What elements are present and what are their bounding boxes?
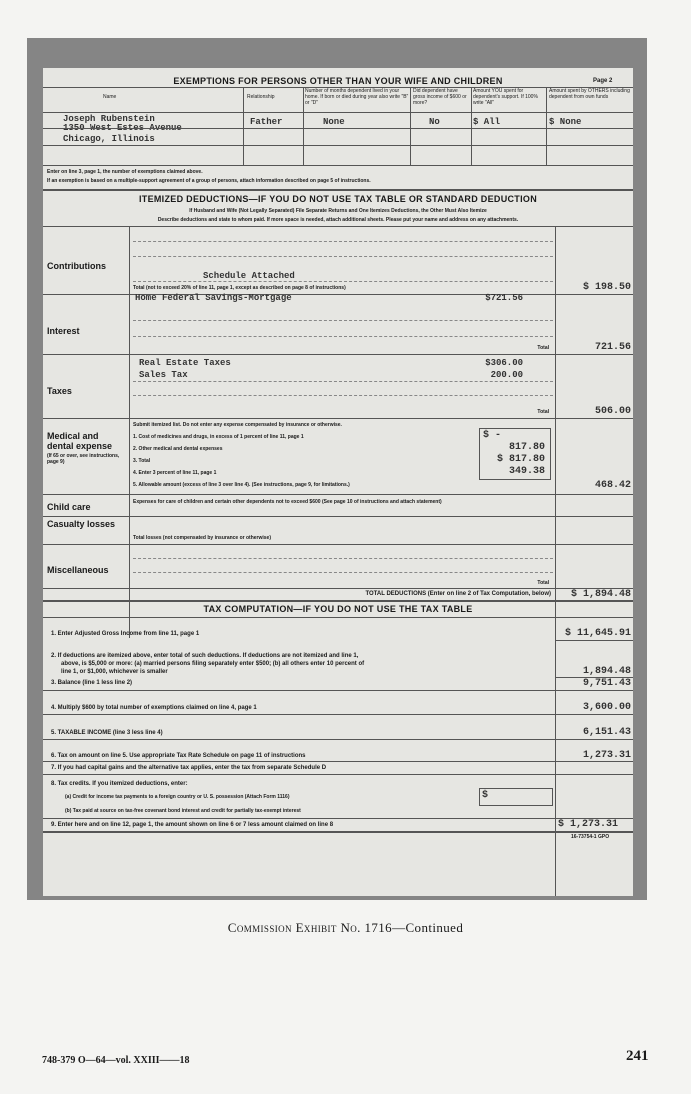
comp-line-8a: (a) Credit for income tax payments to a foreign country or U. S. possession (Attach Form 1116): [65, 794, 290, 800]
interest-amount: $721.56: [485, 293, 523, 303]
col-others: Amount spent by OTHERS including dependent from own funds: [549, 88, 630, 100]
exemptions-title: EXEMPTIONS FOR PERSONS OTHER THAN YOUR WIFE AND CHILDREN: [173, 76, 503, 86]
comp-line-8a-amount: $: [482, 790, 489, 801]
taxes-total: 506.00: [594, 406, 631, 417]
dependent-street: 1350 West Estes Avenue: [63, 123, 182, 133]
comp-line-9-amount: $ 1,273.31: [558, 819, 619, 830]
contributions-total: $ 198.50: [582, 282, 631, 293]
casualty-text: Total losses (not compensated by insurance or otherwise): [133, 535, 271, 541]
medical-line-2: 2. Other medical and dental expenses: [133, 446, 223, 452]
total-deductions-text: TOTAL DEDUCTIONS (Enter on line 2 of Tax Computation, below): [365, 591, 551, 597]
misc-total-label: Total: [537, 580, 549, 586]
interest-total: 721.56: [594, 342, 631, 353]
comp-line-5: 5. TAXABLE INCOME (line 3 less line 4): [51, 730, 163, 736]
comp-line-8a-box: [479, 788, 553, 806]
dependent-city: Chicago, Illinois: [63, 134, 155, 144]
medical-line-1: 1. Cost of medicines and drugs, in excess of 1 percent of line 11, page 1: [133, 434, 304, 440]
col-relationship: Relationship: [247, 94, 275, 100]
comp-line-8: 8. Tax credits. If you itemized deductions, enter:: [51, 781, 188, 787]
comp-line-6: 6. Tax on amount on line 5. Use appropriate Tax Rate Schedule on page 11 of instructions: [51, 753, 306, 759]
comp-line-6-amount: 1,273.31: [582, 750, 631, 761]
col-name: Name: [103, 94, 117, 100]
interest-entry: Home Federal Savings-Mortgage: [135, 293, 292, 303]
total-deductions: $ 1,894.48: [570, 589, 631, 600]
comp-line-1: 1. Enter Adjusted Gross Income from line 11, page 1: [51, 631, 200, 637]
exemptions-note-1: Enter on line 3, page 1, the number of exemptions claimed above.: [47, 169, 203, 175]
medical-total: 468.42: [594, 480, 631, 491]
col-you-spent: Amount YOU spent for dependent's support. If 100% write "All": [473, 88, 538, 106]
comp-line-3-amount: 9,751.43: [582, 678, 631, 689]
comp-line-9: 9. Enter here and on line 12, page 1, the amount shown on line 6 or 7 less amount claimed on line 8: [51, 822, 334, 828]
itemized-title: ITEMIZED DEDUCTIONS—IF YOU DO NOT USE TAX TABLE OR STANDARD DEDUCTION: [138, 194, 538, 204]
comp-line-2c: line 1, or $1,000, whichever is smaller: [61, 669, 168, 675]
medical-amount-2: 817.80: [508, 442, 545, 453]
col-months: Number of months dependent lived in your home. If born or died during year also write "B" or "D": [305, 88, 409, 106]
caption-suffix: —Continued: [392, 920, 464, 935]
medical-note: Submit itemized list. Do not enter any expense compensated by insurance or otherwise.: [133, 422, 342, 428]
scanned-form-image: [27, 38, 647, 900]
tax-form-page: [43, 68, 633, 896]
footer-print-code: 748-379 O—64—vol. XXIII——18: [42, 1055, 190, 1066]
comp-line-7: 7. If you had capital gains and the alternative tax applies, enter the tax from separate Schedule D: [51, 765, 327, 771]
taxes-entry-1: Real Estate Taxes: [139, 358, 231, 368]
itemized-sub-1: If Husband and Wife (Not Legally Separated) File Separate Returns and One Itemizes Deductions, the Other Must Also Itemize: [189, 208, 487, 214]
caption-number: 1716: [364, 920, 393, 935]
dependent-months: None: [323, 117, 345, 127]
print-code: 16-73754-1 GPO: [571, 834, 610, 840]
medical-amount-4: 349.38: [508, 466, 545, 477]
comp-line-4-amount: 3,600.00: [582, 702, 631, 713]
casualty-label: Casualty losses: [47, 519, 116, 529]
taxes-label: Taxes: [47, 386, 72, 396]
comp-line-2a: 2. If deductions are itemized above, enter total of such deductions. If deductions are not itemized and line 1,: [51, 653, 359, 659]
comp-line-2b: above, is $5,000 or more: (a) married persons filing separately enter $500; (b) all others enter 10 percent of: [61, 661, 365, 667]
child-care-label: Child care: [47, 502, 91, 512]
child-care-text: Expenses for care of children and certain other dependents not to exceed $600 (See page 10 of instructions and attach statement): [133, 499, 442, 505]
page-label: Page 2: [593, 78, 613, 84]
comp-line-3: 3. Balance (line 1 less line 2): [51, 680, 133, 686]
taxes-amount-1: $306.00: [485, 358, 523, 368]
medical-line-5: 5. Allowable amount (excess of line 3 over line 4). (See instructions, page 9, for limitations.): [133, 482, 350, 488]
caption-prefix: Commission Exhibit No.: [227, 920, 361, 935]
comp-line-4: 4. Multiply $600 by total number of exemptions claimed on line 4, page 1: [51, 705, 257, 711]
itemized-sub-2: Describe deductions and state to whom paid. If more space is needed, attach additional sheets. Please put your name and address on any attachments.: [157, 217, 519, 223]
dependent-others: $ None: [549, 117, 582, 127]
medical-label: Medical and dental expense: [47, 431, 113, 451]
contributions-label: Contributions: [47, 261, 106, 271]
dependent-name: Joseph Rubenstein: [63, 114, 155, 124]
interest-label: Interest: [47, 326, 80, 336]
dependent-income: No: [429, 117, 440, 127]
computation-title: TAX COMPUTATION—IF YOU DO NOT USE THE TAX TABLE: [203, 604, 473, 614]
exhibit-caption: [0, 920, 691, 936]
col-income: Did dependent have gross income of $600 or more?: [413, 88, 467, 106]
medical-line-3: 3. Total: [133, 458, 151, 464]
contributions-total-text: Total (not to exceed 20% of line 11, page 1, except as described on page 8 of instructions): [133, 285, 346, 291]
taxes-entry-2: Sales Tax: [139, 370, 188, 380]
comp-line-8b: (b) Tax paid at source on tax-free covenant bond interest and credit for partially tax-exempt interest: [65, 808, 301, 814]
medical-amount-3: $ 817.80: [496, 454, 545, 465]
misc-label: Miscellaneous: [47, 565, 109, 575]
taxes-total-label: Total: [537, 409, 549, 415]
interest-total-label: Total: [537, 345, 549, 351]
contributions-entry: Schedule Attached: [203, 271, 295, 281]
taxes-amount-2: 200.00: [490, 370, 523, 380]
exemptions-note-2: If an exemption is based on a multiple-support agreement of a group of persons, attach information described on page 5 of instructions.: [47, 178, 371, 184]
comp-line-5-amount: 6,151.43: [582, 727, 631, 738]
comp-line-1-amount: $ 11,645.91: [564, 628, 631, 639]
dependent-relationship: Father: [250, 117, 283, 127]
comp-line-2-amount: 1,894.48: [582, 666, 631, 677]
medical-sub: (If 65 or over, see instructions, page 9): [47, 453, 120, 465]
dependent-you-spent: $ All: [473, 117, 501, 127]
page-number: 241: [626, 1048, 649, 1064]
medical-line-4: 4. Enter 3 percent of line 11, page 1: [133, 470, 217, 476]
medical-amount-1: $ -: [483, 430, 502, 441]
